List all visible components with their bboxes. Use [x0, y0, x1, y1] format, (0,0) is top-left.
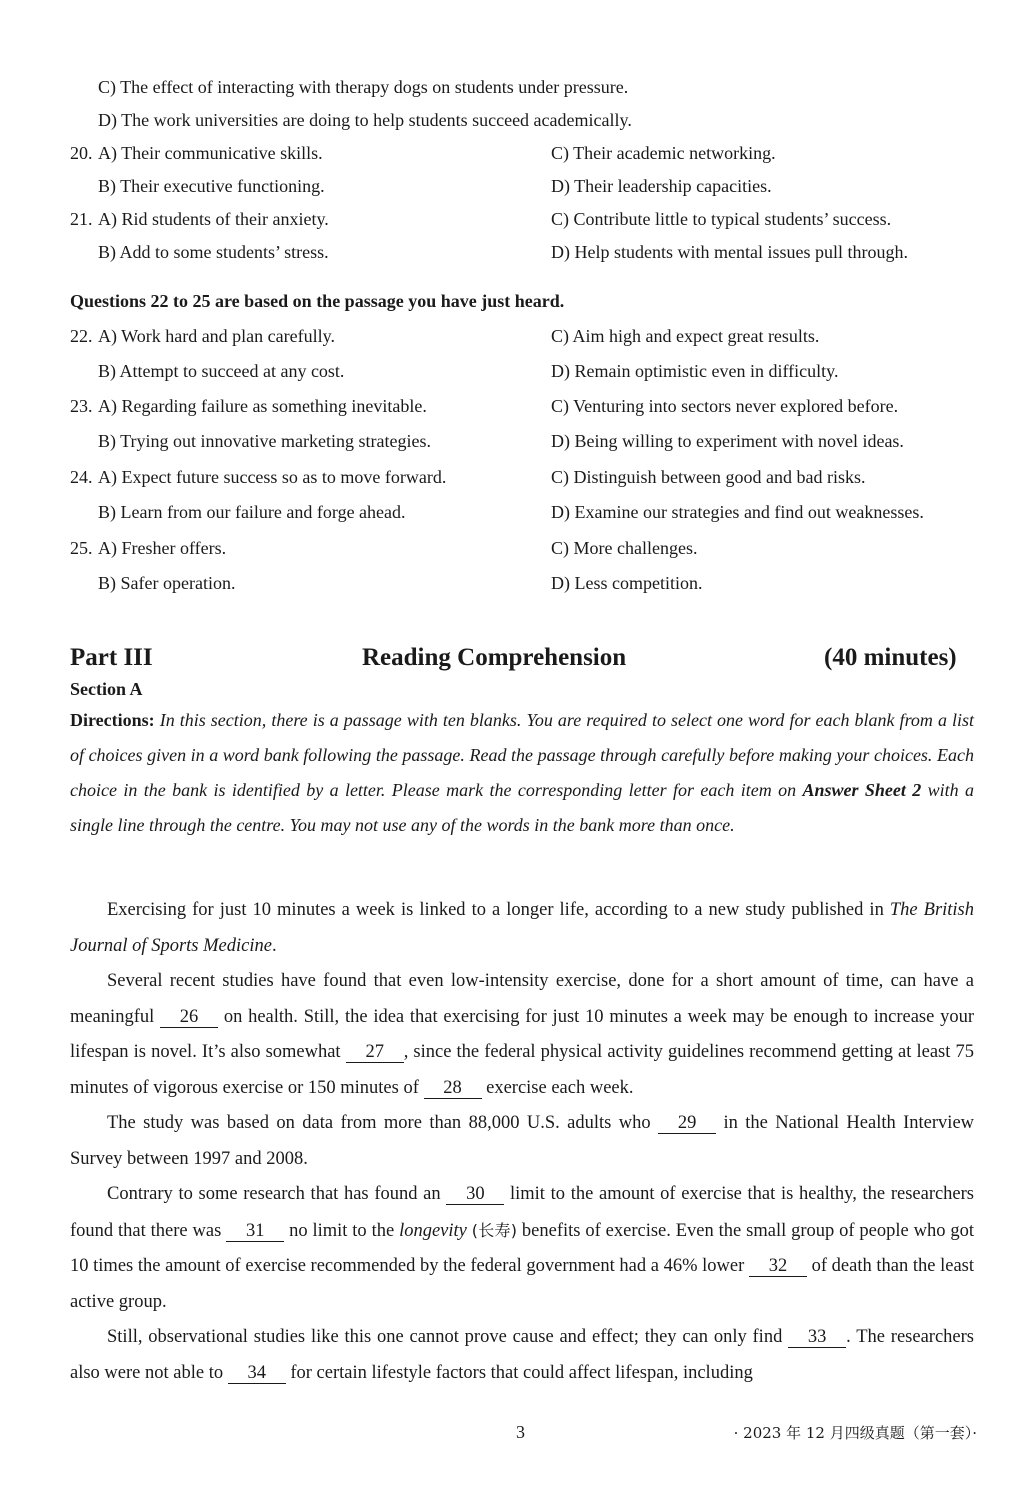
- q23-option-d: D) Being willing to experiment with novel ideas.: [551, 431, 904, 451]
- question-number-22: 22.: [70, 326, 93, 346]
- passage-paragraph-2: [70, 964, 974, 1106]
- q21-option-c: C) Contribute little to typical students’ success.: [551, 209, 892, 229]
- p5-text-b: . The researchers also were not able to: [70, 1327, 974, 1383]
- longevity-chinese-gloss: (长寿): [471, 1220, 518, 1240]
- q19-option-c: C) The effect of interacting with therapy dogs on students under pressure.: [98, 77, 629, 97]
- q21-option-b: B) Add to some students’ stress.: [98, 242, 329, 262]
- passage-paragraph-1: [70, 893, 974, 964]
- p3-text-b: in the National Health Interview Survey between 1997 and 2008.: [70, 1113, 975, 1169]
- answer-sheet-label: Answer Sheet 2: [802, 780, 922, 800]
- blank-30[interactable]: 30: [446, 1184, 504, 1205]
- question-number-21: 21.: [70, 209, 93, 229]
- q23-option-c: C) Venturing into sectors never explored before.: [551, 396, 899, 416]
- q25-option-d: D) Less competition.: [551, 573, 703, 593]
- blank-26[interactable]: 26: [160, 1007, 218, 1028]
- blank-28[interactable]: 28: [424, 1078, 482, 1099]
- passage-paragraph-5: [70, 1320, 974, 1391]
- p2-text-a: Several recent studies have found that even low-intensity exercise, done for a short amount of time, can have a meaningful: [70, 971, 974, 1027]
- directions-label: Directions:: [70, 710, 155, 730]
- p2-text-d: exercise each week.: [486, 1077, 634, 1098]
- q20-option-c: C) Their academic networking.: [551, 143, 776, 163]
- p4-text-e: of death than the least active group.: [70, 1256, 975, 1312]
- q24-option-c: C) Distinguish between good and bad risks.: [551, 467, 866, 487]
- question-number-24: 24.: [70, 467, 93, 487]
- directions-text-2: with a single line through the centre. You may not use any of the words in the bank more than once.: [70, 780, 975, 835]
- p3-text-a: The study was based on data from more than 88,000 U.S. adults who: [107, 1113, 651, 1133]
- section-label: Section A: [70, 679, 143, 699]
- q21-option-a: A) Rid students of their anxiety.: [98, 209, 329, 229]
- q24-option-b: B) Learn from our failure and forge ahead.: [98, 502, 406, 522]
- page-number: 3: [516, 1422, 525, 1442]
- q25-option-c: C) More challenges.: [551, 538, 698, 558]
- part-time: (40 minutes): [824, 644, 957, 671]
- passage-header: Questions 22 to 25 are based on the passage you have just heard.: [70, 291, 565, 311]
- q23-option-a: A) Regarding failure as something inevitable.: [98, 396, 427, 416]
- q24-option-a: A) Expect future success so as to move forward.: [98, 467, 447, 487]
- p4-text-b: limit to the amount of exercise that is healthy, the researchers found that there was: [70, 1184, 975, 1241]
- q22-option-b: B) Attempt to succeed at any cost.: [98, 361, 345, 381]
- q19-option-d: D) The work universities are doing to help students succeed academically.: [98, 110, 632, 130]
- q25-option-b: B) Safer operation.: [98, 573, 236, 593]
- p2-text-c: , since the federal physical activity guidelines recommend getting at least 75 minutes of vigorous exercise or 150 minutes of: [70, 1042, 974, 1098]
- directions-text-1: In this section, there is a passage with ten blanks. You are required to select one word for each blank from a list of choices given in a word bank following the passage. Read the passage through carefully before making your choices. Each choice in the bank is identified by a letter. Please mark the corresponding letter for each item on: [70, 710, 974, 800]
- p2-text-b: on health. Still, the idea that exercising for just 10 minutes a week may be enough to increase your lifespan is novel. It’s also somewhat: [70, 1006, 975, 1062]
- q20-option-b: B) Their executive functioning.: [98, 176, 325, 196]
- p4-text-a: Contrary to some research that has found an: [107, 1184, 441, 1204]
- q22-option-d: D) Remain optimistic even in difficulty.: [551, 361, 839, 381]
- q21-option-d: D) Help students with mental issues pull through.: [551, 242, 908, 262]
- q20-option-a: A) Their communicative skills.: [98, 143, 323, 163]
- q22-option-a: A) Work hard and plan carefully.: [98, 326, 335, 346]
- blank-33[interactable]: 33: [788, 1327, 846, 1348]
- part-title: Reading Comprehension: [362, 644, 627, 671]
- blank-31[interactable]: 31: [226, 1221, 284, 1242]
- question-number-23: 23.: [70, 396, 93, 416]
- p5-text-c: for certain lifestyle factors that could affect lifespan, including: [290, 1362, 753, 1383]
- p5-text-a: Still, observational studies like this one cannot prove cause and effect; they can only find: [107, 1327, 783, 1347]
- part-label: Part III: [70, 644, 153, 671]
- blank-29[interactable]: 29: [658, 1113, 716, 1134]
- q22-option-c: C) Aim high and expect great results.: [551, 326, 820, 346]
- question-number-25: 25.: [70, 538, 93, 558]
- blank-27[interactable]: 27: [346, 1042, 404, 1063]
- q20-option-d: D) Their leadership capacities.: [551, 176, 772, 196]
- exam-label: · 2023 年 12 月四级真题（第一套）·: [733, 1424, 977, 1442]
- passage-paragraph-4: [70, 1177, 974, 1320]
- journal-title: The British Journal of Sports Medicine: [70, 900, 975, 956]
- longevity-term: longevity: [399, 1220, 467, 1241]
- passage-paragraph-3: [70, 1106, 974, 1177]
- p4-text-d: benefits of exercise. Even the small group of people who got 10 times the amount of exercise recommended by the federal government had a 46% lower: [70, 1220, 975, 1276]
- blank-34[interactable]: 34: [228, 1363, 286, 1384]
- question-number-20: 20.: [70, 143, 93, 163]
- p1-end: .: [271, 935, 277, 956]
- blank-32[interactable]: 32: [749, 1256, 807, 1277]
- q24-option-d: D) Examine our strategies and find out weaknesses.: [551, 502, 924, 522]
- q23-option-b: B) Trying out innovative marketing strategies.: [98, 431, 431, 451]
- p4-text-c: no limit to the: [289, 1220, 395, 1241]
- q25-option-a: A) Fresher offers.: [98, 538, 227, 558]
- directions: [70, 703, 974, 843]
- p1-text: Exercising for just 10 minutes a week is linked to a longer life, according to a new study published in: [107, 900, 884, 920]
